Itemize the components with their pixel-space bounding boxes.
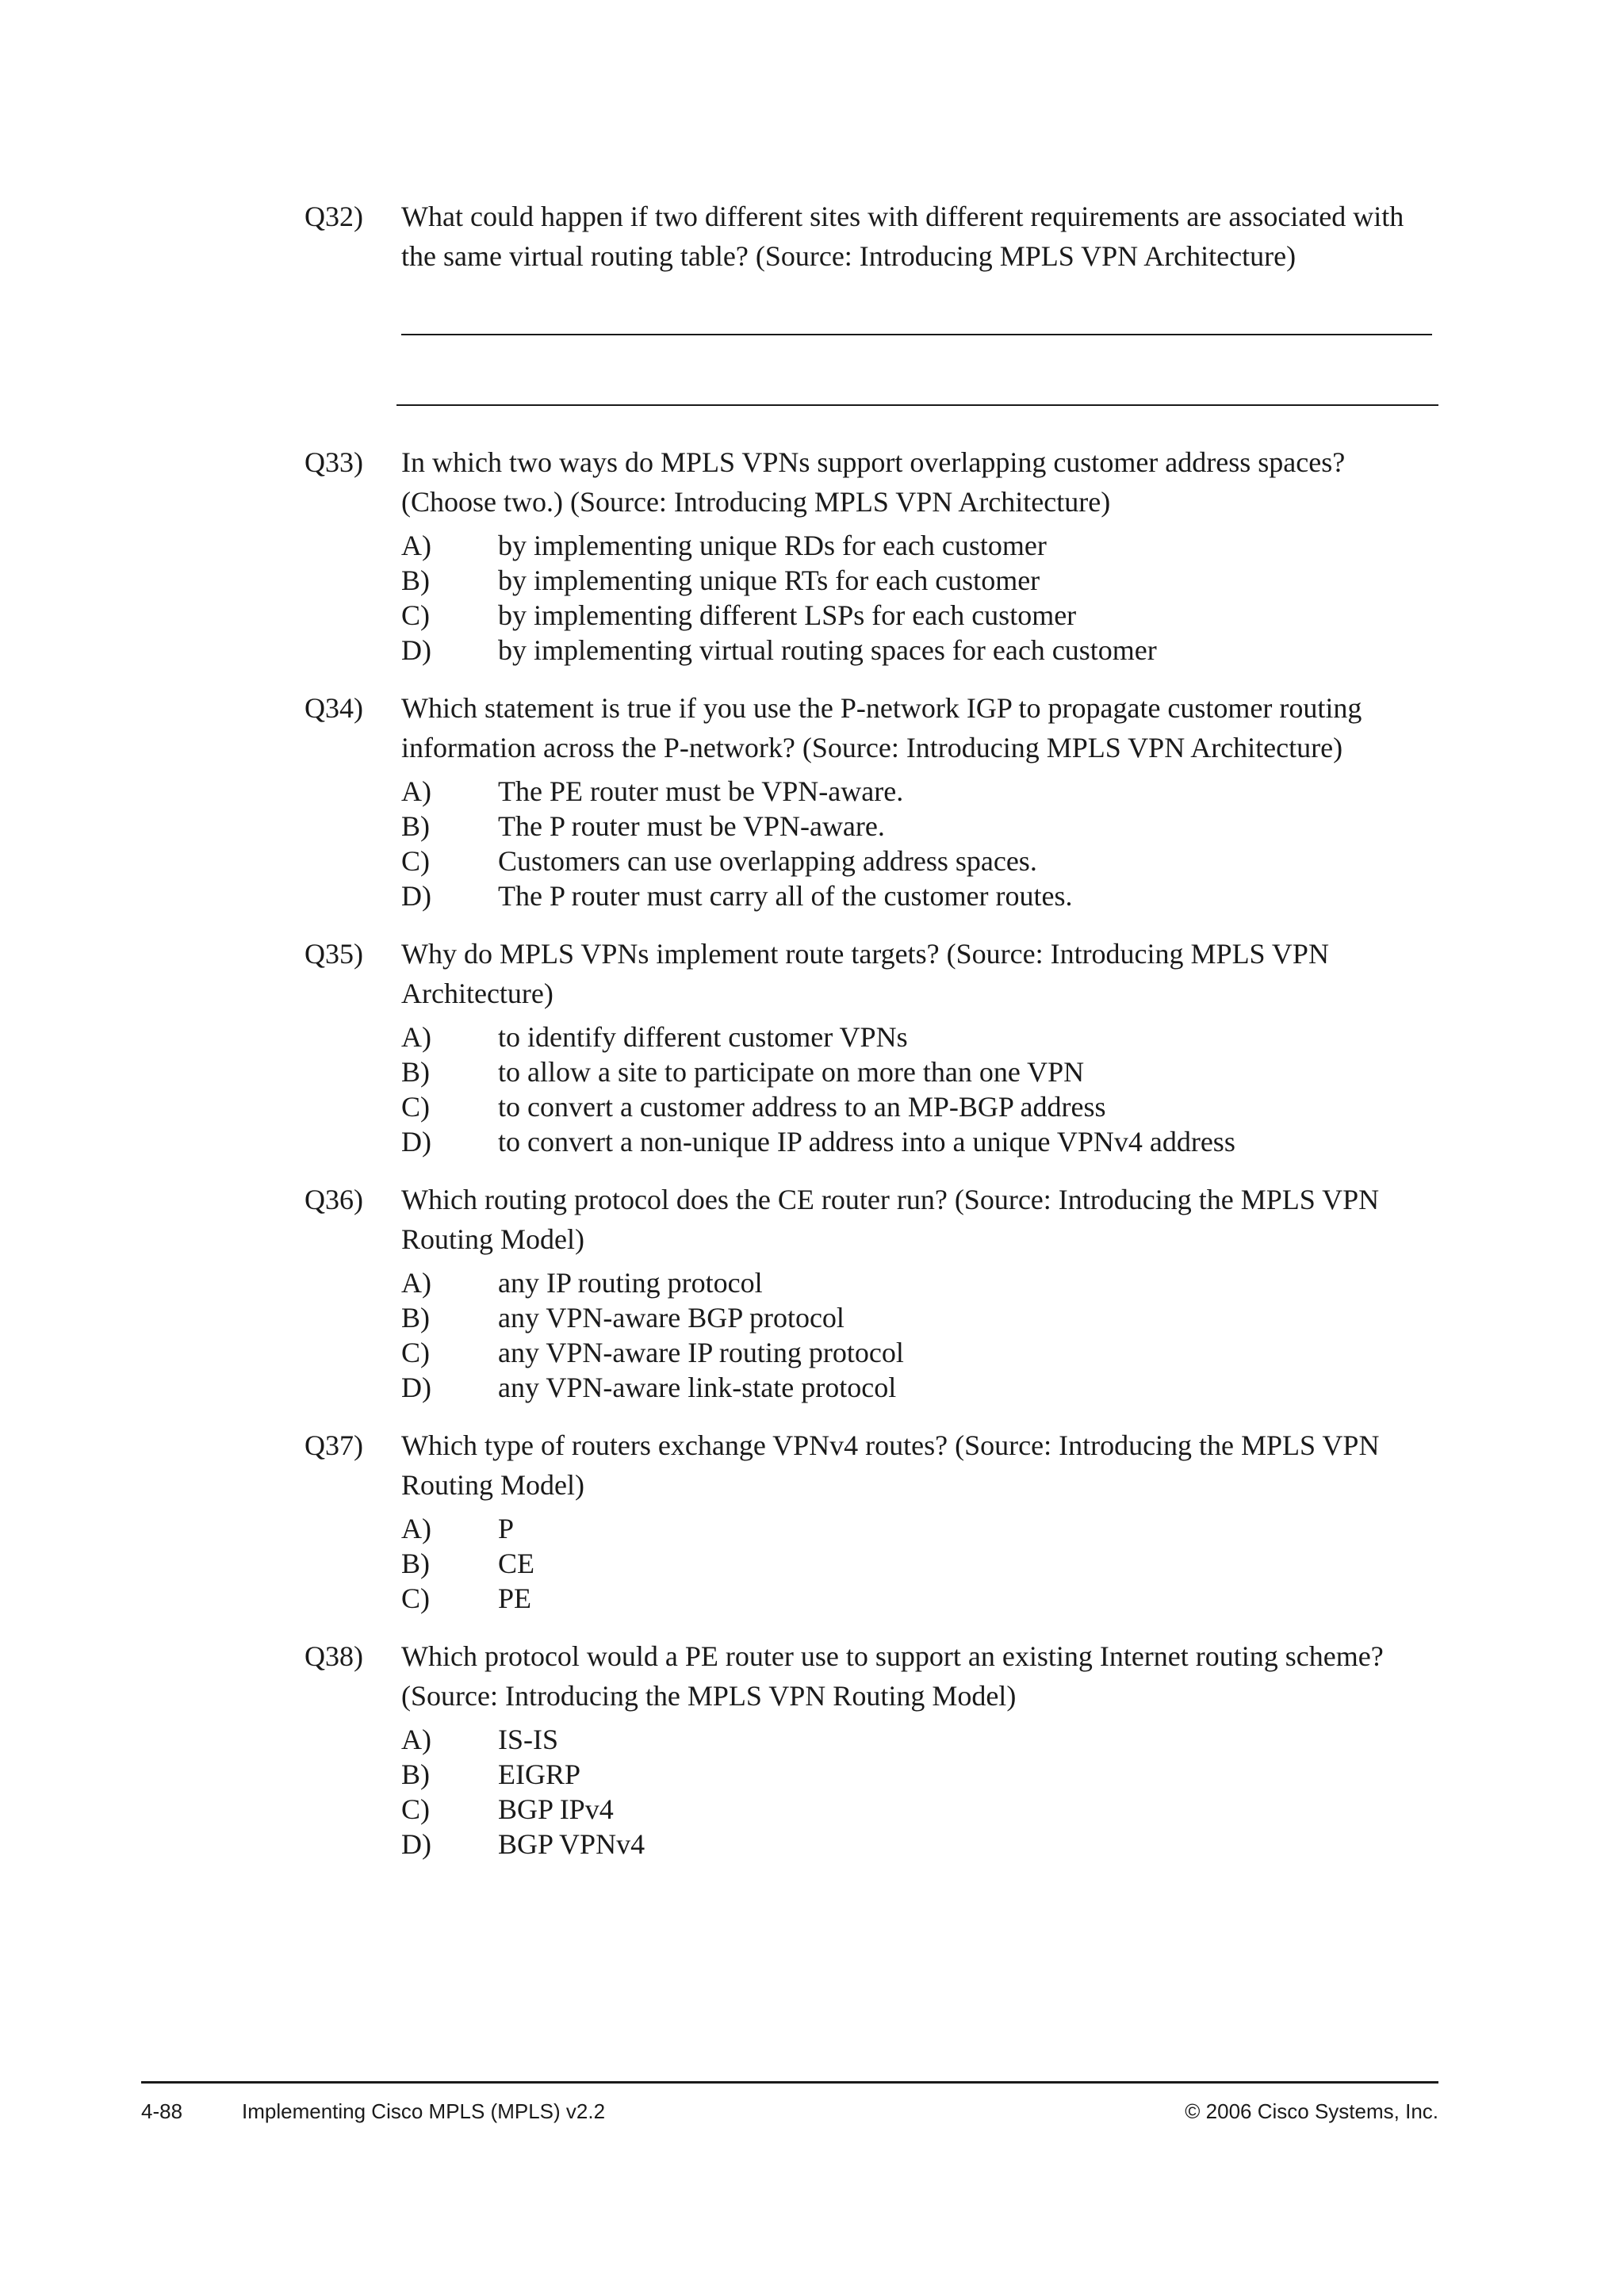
option-d [401, 1124, 1431, 1159]
option-text: by implementing unique RDs for each customer [498, 530, 1047, 561]
option-a [401, 1722, 1431, 1757]
question-q34 [304, 688, 1431, 913]
question-text: Why do MPLS VPNs implement route targets? (Source: Introducing MPLS VPN Architecture) [401, 938, 1329, 1009]
option-letter: C) [401, 1793, 430, 1825]
option-text: BGP IPv4 [498, 1793, 614, 1825]
option-text: EIGRP [498, 1758, 581, 1790]
option-text: The P router must be VPN-aware. [498, 810, 885, 842]
options-list [401, 1265, 1431, 1405]
options-list [401, 1020, 1431, 1159]
question-q35 [304, 934, 1431, 1159]
option-text: The P router must carry all of the customer routes. [498, 880, 1073, 912]
option-letter: B) [401, 810, 430, 842]
option-letter: A) [401, 530, 431, 561]
option-letter: B) [401, 564, 430, 596]
option-letter: D) [401, 1828, 431, 1860]
option-text: The PE router must be VPN-aware. [498, 775, 904, 807]
answer-line-2[interactable] [396, 404, 1438, 406]
options-list [401, 1511, 1431, 1616]
option-c [401, 1792, 1431, 1827]
question-text: Which protocol would a PE router use to support an existing Internet routing scheme? (Source: Introducing the MPLS VPN Routing Model) [401, 1640, 1384, 1712]
question-number: Q34) [304, 692, 363, 724]
question-text: Which statement is true if you use the P-network IGP to propagate customer routing information across the P-network? (Source: Introducing MPLS VPN Architecture) [401, 692, 1362, 763]
option-text: BGP VPNv4 [498, 1828, 645, 1860]
option-a [401, 774, 1431, 809]
option-letter: C) [401, 1337, 430, 1368]
option-letter: C) [401, 1582, 430, 1614]
option-b [401, 809, 1431, 844]
option-c [401, 1335, 1431, 1370]
option-letter: D) [401, 880, 431, 912]
question-q36 [304, 1180, 1431, 1405]
options-list [401, 1722, 1431, 1862]
question-q33 [304, 442, 1431, 668]
option-text: any VPN-aware BGP protocol [498, 1302, 845, 1334]
option-text: CE [498, 1548, 535, 1579]
option-b [401, 1546, 1431, 1581]
options-list [401, 528, 1431, 668]
option-letter: B) [401, 1056, 430, 1088]
option-letter: A) [401, 775, 431, 807]
option-letter: A) [401, 1724, 431, 1755]
option-text: to identify different customer VPNs [498, 1021, 908, 1053]
option-b [401, 1054, 1431, 1089]
options-list [401, 774, 1431, 913]
option-text: to convert a non-unique IP address into a unique VPNv4 address [498, 1126, 1235, 1158]
question-number: Q38) [304, 1640, 363, 1672]
option-letter: A) [401, 1513, 431, 1544]
option-letter: A) [401, 1267, 431, 1299]
option-a [401, 1511, 1431, 1546]
option-letter: A) [401, 1021, 431, 1053]
question-number: Q35) [304, 938, 363, 970]
option-a [401, 528, 1431, 563]
question-q38 [304, 1636, 1431, 1862]
option-letter: C) [401, 845, 430, 877]
option-text: Customers can use overlapping address spaces. [498, 845, 1037, 877]
question-number: Q33) [304, 446, 363, 478]
copyright-notice: © 2006 Cisco Systems, Inc. [1185, 2099, 1438, 2123]
option-b [401, 563, 1431, 598]
option-a [401, 1020, 1431, 1054]
option-d [401, 878, 1431, 913]
question-number: Q37) [304, 1429, 363, 1461]
option-c [401, 1581, 1431, 1616]
option-letter: C) [401, 1091, 430, 1123]
option-letter: B) [401, 1302, 430, 1334]
option-d [401, 1827, 1431, 1862]
page-number: 4-88 [141, 2099, 183, 2123]
option-text: by implementing unique RTs for each customer [498, 564, 1040, 596]
option-text: by implementing different LSPs for each customer [498, 599, 1077, 631]
option-text: any VPN-aware link-state protocol [498, 1372, 897, 1403]
question-text: Which routing protocol does the CE router run? (Source: Introducing the MPLS VPN Routing Model) [401, 1184, 1380, 1255]
option-c [401, 598, 1431, 633]
option-d [401, 1370, 1431, 1405]
option-text: IS-IS [498, 1724, 559, 1755]
footer-divider [141, 2081, 1438, 2084]
question-text: In which two ways do MPLS VPNs support overlapping customer address spaces? (Choose two.) (Source: Introducing MPLS VPN Architecture) [401, 446, 1346, 518]
option-text: any VPN-aware IP routing protocol [498, 1337, 904, 1368]
question-number: Q36) [304, 1184, 363, 1215]
option-text: to convert a customer address to an MP-BGP address [498, 1091, 1106, 1123]
option-text: to allow a site to participate on more than one VPN [498, 1056, 1085, 1088]
option-letter: B) [401, 1758, 430, 1790]
question-text: Which type of routers exchange VPNv4 routes? (Source: Introducing the MPLS VPN Routing Model) [401, 1429, 1380, 1501]
option-b [401, 1757, 1431, 1792]
course-title: Implementing Cisco MPLS (MPLS) v2.2 [242, 2099, 606, 2123]
option-d [401, 633, 1431, 668]
option-c [401, 1089, 1431, 1124]
option-letter: D) [401, 634, 431, 666]
option-letter: D) [401, 1126, 431, 1158]
answer-line-1[interactable] [401, 334, 1432, 335]
option-letter: B) [401, 1548, 430, 1579]
option-letter: D) [401, 1372, 431, 1403]
option-letter: C) [401, 599, 430, 631]
option-text: by implementing virtual routing spaces for each customer [498, 634, 1157, 666]
question-q37 [304, 1425, 1431, 1616]
option-c [401, 844, 1431, 878]
option-b [401, 1300, 1431, 1335]
question-q32 [304, 197, 1431, 276]
question-text: What could happen if two different sites with different requirements are associated with the same virtual routing table? (Source: Introducing MPLS VPN Architecture) [401, 201, 1404, 272]
question-number: Q32) [304, 201, 363, 232]
option-text: P [498, 1513, 515, 1544]
option-a [401, 1265, 1431, 1300]
option-text: PE [498, 1582, 532, 1614]
option-text: any IP routing protocol [498, 1267, 763, 1299]
